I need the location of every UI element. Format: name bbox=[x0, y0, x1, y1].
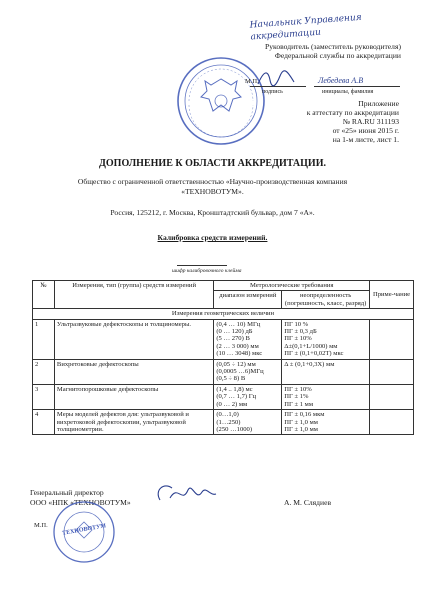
row-range: (0,4 … 10) МГц (0 … 120) дБ (5 … 270) В (2 … 3 000) мм (10 … 3048) мкс bbox=[214, 319, 282, 359]
section-title: Калибровка средств измерений. bbox=[157, 233, 268, 242]
row-name: Ультразвуковые дефектоскопы и толщиномеры. bbox=[54, 319, 213, 359]
row-num: 4 bbox=[33, 410, 55, 435]
cipher-label: шифр калибровочного клейма bbox=[172, 268, 242, 274]
row-range: (0,05 ÷ 12) мм (0,0005 …6)МГц (0,5 ÷ 8) В bbox=[214, 359, 282, 384]
row-num: 1 bbox=[33, 319, 55, 359]
table-row bbox=[33, 359, 414, 384]
row-num: 2 bbox=[33, 359, 55, 384]
row-note bbox=[370, 384, 414, 409]
address: Россия, 125212, г. Москва, Кронштадтский бульвар, дом 7 «А». bbox=[110, 208, 315, 217]
header-range: диапазон измерений bbox=[214, 291, 282, 309]
row-uncert: ПГ ± 10% ПГ ± 1% ПГ ± 1 мм bbox=[282, 384, 370, 409]
row-note bbox=[370, 319, 414, 359]
table-row bbox=[33, 410, 414, 435]
row-range: (1,4 .. 1,8) мс (0,7 … 1,7) Гц (0 … 2) мм bbox=[214, 384, 282, 409]
table-row bbox=[33, 319, 414, 359]
attachment-line2: к аттестату по аккредитации bbox=[306, 108, 399, 117]
cipher-line bbox=[177, 265, 227, 266]
row-range: (0…1,0) (1…250) (250 …1000) bbox=[214, 410, 282, 435]
footer-mp: М.П. bbox=[34, 522, 48, 529]
director-signature-top bbox=[254, 66, 298, 90]
row-uncert: Δ ± (0,1+0,3Х) мм bbox=[282, 359, 370, 384]
header-line2: Федеральной службы по аккредитации bbox=[274, 51, 401, 60]
row-name: Магнитопорошковые дефектоскопы bbox=[54, 384, 213, 409]
row-uncert: ПГ 10 % ПГ ± 0,3 дБ ПГ ± 10% Δ±(0,1+L/1000) мм ПГ ± (0,1+0,02Т) мкс bbox=[282, 319, 370, 359]
attachment-line5: на 1-м листе, лист 1. bbox=[332, 135, 399, 144]
sign-label: подпись bbox=[262, 89, 283, 95]
row-note bbox=[370, 359, 414, 384]
calibration-table bbox=[32, 280, 414, 435]
handwritten-name: Лебедева А.В bbox=[318, 76, 364, 85]
attachment-line4: от «25» июня 2015 г. bbox=[332, 126, 399, 135]
group-title: Измерения геометрических величин bbox=[33, 309, 414, 319]
org-line1: Общество с ограниченной ответственностью «Научно-производственная компания bbox=[77, 177, 348, 186]
row-note bbox=[370, 410, 414, 435]
director-name: А. М. Слядиев bbox=[284, 498, 332, 507]
table-group-row bbox=[33, 309, 414, 319]
attachment-block bbox=[219, 99, 399, 144]
initials-line bbox=[314, 86, 400, 87]
table-header-row bbox=[33, 281, 414, 291]
company-stamp-text: ТЕХНОВОТУМ bbox=[61, 523, 107, 537]
initials-label: инициалы, фамилия bbox=[322, 89, 374, 95]
attachment-line3: № RA.RU 311193 bbox=[342, 117, 399, 126]
row-name: Вихретоковые дефектоскопы bbox=[54, 359, 213, 384]
stamp-mp-top: М.П. bbox=[245, 78, 259, 85]
footer-line2: ООО «НПК «ТЕХНОВОТУМ» bbox=[30, 498, 131, 507]
row-num: 3 bbox=[33, 384, 55, 409]
handwritten-note: Начальник Управления аккредитации bbox=[249, 12, 363, 43]
header-line1: Руководитель (заместитель руководителя) bbox=[265, 42, 401, 51]
org-line2: «ТЕХНОВОТУМ». bbox=[181, 187, 244, 196]
header-name: Измерения, тип (группа) средств измерений bbox=[54, 281, 213, 309]
table-row bbox=[33, 384, 414, 409]
director-signature bbox=[150, 478, 220, 512]
header-uncert: неопределенность (погрешность, класс, разряд) bbox=[282, 291, 370, 309]
header-num: № bbox=[33, 281, 55, 309]
document-title: ДОПОЛНЕНИЕ К ОБЛАСТИ АККРЕДИТАЦИИ. bbox=[99, 158, 326, 169]
header-note: Приме-чание bbox=[370, 281, 414, 309]
row-uncert: ПГ ± 0,16 мкм ПГ ± 1,0 мм ПГ ± 1,0 мм bbox=[282, 410, 370, 435]
row-name: Меры моделей дефектов для: ультразвуковой и вихретоковой дефектоскопии, ультразвуковой толщинометрии. bbox=[54, 410, 213, 435]
header-metro: Метрологические требования bbox=[214, 281, 370, 291]
footer-line1: Генеральный директор bbox=[30, 488, 104, 497]
attachment-line1: Приложение bbox=[358, 99, 399, 108]
